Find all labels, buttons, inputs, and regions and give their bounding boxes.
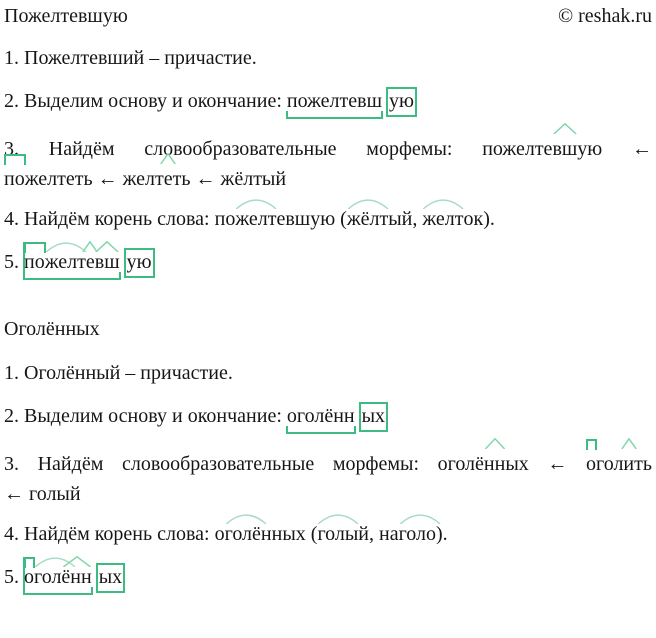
annotated-word: [347, 209, 413, 230]
section-title: Оголённых: [4, 318, 100, 340]
morpheme-segment: вш: [552, 134, 577, 164]
morpheme-segment: ых: [359, 406, 388, 427]
suffix-caret-mark: [95, 241, 120, 252]
morpheme-segment: вш: [95, 252, 120, 273]
morpheme-segment: ть: [172, 168, 191, 190]
suffix-caret-mark: [484, 438, 505, 449]
morpheme-segment: ую: [124, 252, 155, 273]
root-arc-mark: [347, 198, 389, 209]
morpheme-segment: желтеть: [24, 168, 93, 190]
morpheme-segment: оголё: [437, 453, 484, 475]
ending-box-mark: [359, 402, 388, 432]
morpheme-segment: е: [164, 164, 173, 194]
analysis-step: по желтеть ← желте ть ← жёлтый: [4, 164, 652, 194]
morpheme-segment: желт: [122, 168, 164, 190]
morpheme-segment: ых: [505, 453, 529, 475]
morpheme-segment: желт: [422, 209, 463, 230]
analysis-step: 2. Выделим основу и окончание: оголённ ых: [4, 406, 652, 427]
word-stem: [287, 406, 355, 427]
stem-bracket-mark: [286, 111, 383, 119]
morpheme-segment: гол: [225, 524, 252, 545]
analysis-step: ← голый: [4, 483, 81, 505]
stem-bracket-mark: [286, 426, 356, 434]
morpheme-segment: гол: [317, 524, 344, 545]
root-arc-mark: [235, 198, 277, 209]
annotated-word: [438, 449, 529, 479]
word-stem: [24, 567, 92, 588]
analysis-step: 5. о гол ённ ых: [4, 567, 652, 588]
annotated-word: [317, 524, 369, 545]
stem-bracket-mark: [23, 272, 121, 280]
morpheme-segment: о: [426, 523, 437, 545]
morpheme-segment: пожелтевш: [286, 90, 382, 112]
morpheme-segment: ть: [634, 453, 652, 475]
annotated-word: [287, 91, 417, 112]
morpheme-segment: по: [214, 208, 236, 230]
analysis-step: 4. Найдём корень слова: пожелт евшую (жёлт ый, желт ок).: [4, 209, 652, 230]
annotated-word: [586, 449, 652, 479]
ending-box-mark: [386, 87, 417, 117]
root-arc-mark: [422, 198, 464, 209]
morpheme-segment: о: [586, 449, 596, 479]
morpheme-segment: пожелте: [482, 138, 553, 160]
annotated-word: [422, 209, 483, 230]
annotated-word: [215, 524, 306, 545]
suffix-caret-mark: [552, 123, 577, 134]
annotated-word: [123, 164, 191, 194]
ending-box-mark: [124, 248, 155, 278]
morpheme-segment: о: [24, 567, 34, 588]
morpheme-segment: по: [4, 164, 25, 194]
morpheme-segment: ых: [96, 567, 125, 588]
morpheme-segment: ённых: [252, 523, 306, 545]
morpheme-segment: о: [214, 523, 225, 545]
analysis-step: 1. Пожелтевший – причастие.: [4, 47, 257, 69]
root-arc-mark: [45, 241, 87, 252]
morpheme-segment: нн: [484, 449, 505, 479]
site-watermark: © reshak.ru: [557, 5, 652, 27]
morpheme-segment: жёлт: [347, 209, 388, 230]
morpheme-segment: евшую: [276, 208, 336, 230]
annotated-word: [379, 524, 436, 545]
word-stem: [287, 91, 382, 112]
morpheme-segment: желт: [235, 209, 276, 230]
analysis-step: 3. Найдём словообразовательные морфемы: пожелтевш ую ←: [4, 134, 652, 164]
morpheme-segment: ую: [386, 91, 417, 112]
morpheme-segment: ую: [577, 138, 603, 160]
annotated-word: [24, 252, 155, 273]
analysis-step: 3. Найдём словообразовательные морфемы: оголённ ых ← о голи ть: [4, 449, 652, 479]
morpheme-segment: ый: [388, 208, 413, 230]
morpheme-segment: гол: [34, 567, 61, 588]
annotated-word: [482, 134, 602, 164]
morpheme-segment: ый: [344, 523, 369, 545]
stem-bracket-mark: [23, 587, 93, 595]
morpheme-segment: на: [379, 523, 399, 545]
morpheme-segment: ок: [463, 208, 484, 230]
morpheme-segment: гол: [399, 524, 426, 545]
annotated-word: [4, 164, 93, 194]
annotated-word: [215, 209, 336, 230]
morpheme-segment: е: [86, 252, 95, 273]
word-title: Пожелтевшую: [4, 5, 128, 27]
ending-box-mark: [96, 563, 125, 593]
suffix-caret-mark: [621, 438, 637, 449]
word-stem: [24, 252, 120, 273]
annotated-word: [287, 406, 388, 427]
analysis-step: 5. по желт е вш ую: [4, 252, 652, 273]
annotated-word: [24, 567, 125, 588]
morpheme-segment: желт: [45, 252, 86, 273]
analysis-step: 1. Оголённый – причастие.: [4, 362, 233, 384]
page-header: [4, 5, 652, 27]
analysis-step: 2. Выделим основу и окончание: пожелтевш ую: [4, 91, 652, 112]
morpheme-segment: и: [623, 449, 634, 479]
morpheme-segment: ённ: [61, 567, 91, 588]
suffix-caret-mark: [61, 556, 91, 567]
analysis-step: 4. Найдём корень слова: огол ённых (гол ый, нагол о).: [4, 524, 652, 545]
morpheme-segment: гол: [596, 453, 624, 475]
content: [4, 48, 652, 588]
morpheme-segment: по: [24, 252, 45, 273]
morpheme-segment: оголённ: [286, 405, 355, 427]
prefix-bracket-mark: [24, 242, 46, 253]
